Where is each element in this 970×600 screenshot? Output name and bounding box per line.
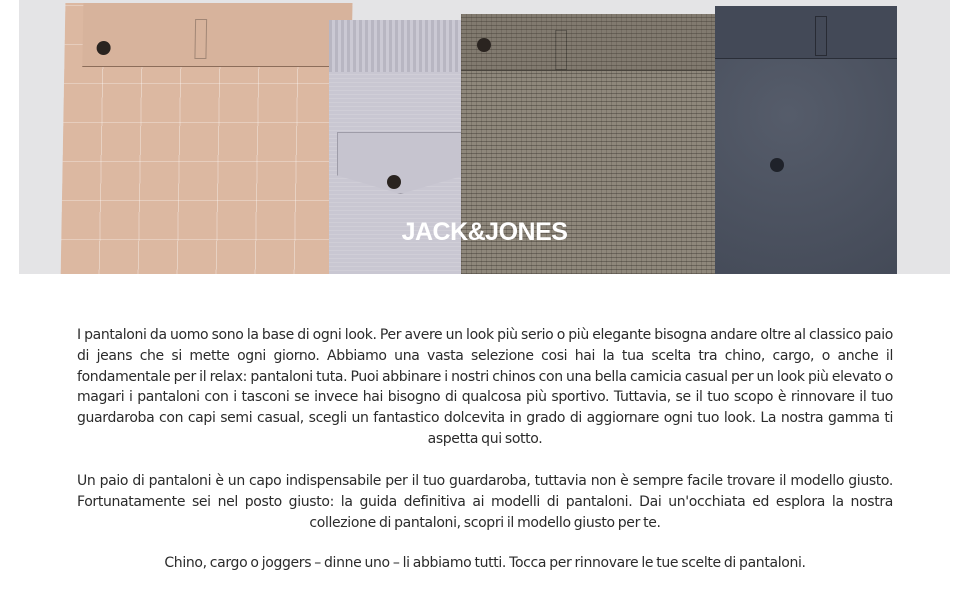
waistband [715, 6, 897, 59]
button-icon [770, 158, 784, 172]
paragraph-text: Un paio di pantaloni è un capo indispensabile per il tuo guardaroba, tuttavia non è sempre facile trovare il modello giusto. Fortunatamente sei nel posto giusto: la guida definitiva ai modelli di pantaloni. Dai un'occhiata ed esplora la nostra collezione di pantaloni, scopri il modello giusto per te. [77, 473, 893, 531]
guide-paragraph [77, 471, 893, 533]
hero-banner[interactable] [19, 0, 950, 274]
pocket-flap [337, 132, 464, 194]
brand-logo: JACK&JONES [401, 218, 568, 246]
waistband [461, 14, 733, 71]
paragraph-text: Chino, cargo o joggers – dinne uno – li abbiamo tutti. Tocca per rinnovare le tue scelte di pantaloni. [164, 555, 806, 571]
belt-loop [555, 30, 567, 70]
belt-loop [194, 19, 207, 59]
intro-paragraph [77, 325, 893, 450]
button-icon [477, 38, 491, 52]
paragraph-text: I pantaloni da uomo sono la base di ogni look. Per avere un look più serio o più elegante bisogna andare oltre al classico paio di jeans che si mette ogni giorno. Abbiamo una vasta selezione cosi hai la tua scelta tra chino, cargo, o anche il fondamentale per il relax: pantaloni tuta. Puoi abbinare i nostri chinos con una bella camicia casual per un look più elevato o magari i pantaloni con i tasconi se invece hai bisogno di qualcosa più sportivo. Tuttavia, se il tuo scopo è rinnovare il tuo guardaroba con capi semi casual, scegli un fantastico dolcevita in grado di aggiornare ogni tuo look. La nostra gamma ti aspetta qui sotto. [77, 327, 893, 447]
waistband [82, 3, 352, 67]
belt-loop [815, 16, 827, 56]
cta-paragraph [77, 553, 893, 574]
button-icon [387, 175, 401, 189]
